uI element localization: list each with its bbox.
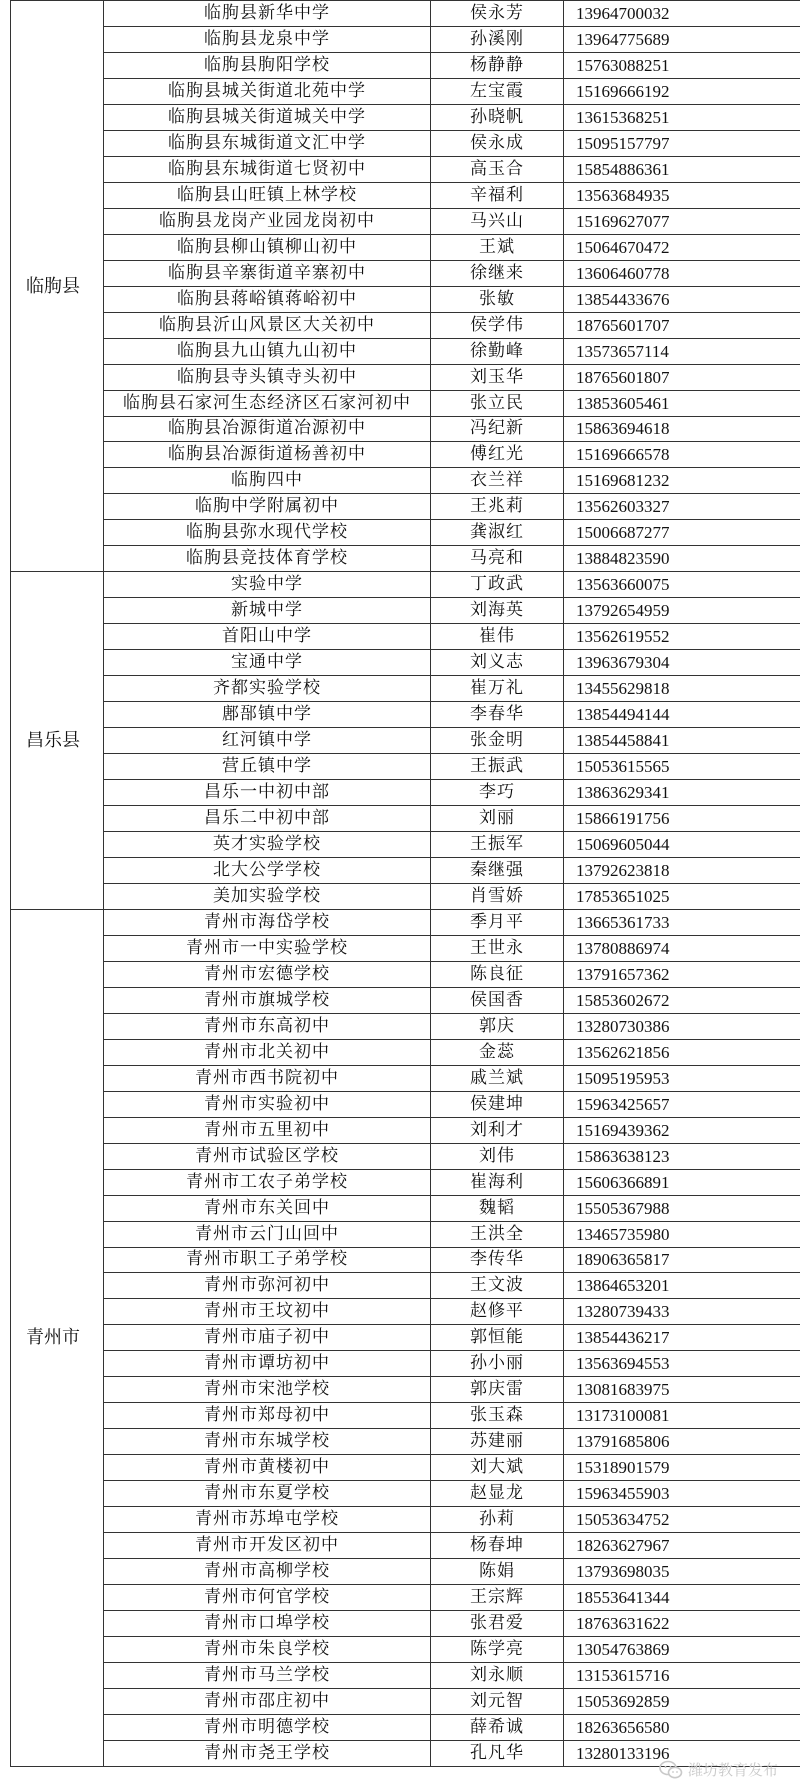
phone-number-cell: 13563694553 <box>564 1351 800 1377</box>
school-name-cell: 青州市尧王学校 <box>104 1740 431 1766</box>
contact-name-cell: 秦继强 <box>431 857 564 883</box>
phone-number-cell: 15763088251 <box>564 52 800 78</box>
table-row <box>11 1065 800 1091</box>
table-row <box>11 1507 800 1533</box>
contact-name-cell: 王振武 <box>431 754 564 780</box>
table-row <box>11 520 800 546</box>
table-row <box>11 1091 800 1117</box>
phone-number-cell: 13280133196 <box>564 1740 800 1766</box>
phone-number-cell: 13854433676 <box>564 286 800 312</box>
table-row <box>11 987 800 1013</box>
phone-number-cell: 15863694618 <box>564 416 800 442</box>
contact-name-cell: 张立民 <box>431 390 564 416</box>
school-name-cell: 青州市何官学校 <box>104 1585 431 1611</box>
school-name-cell: 青州市黄楼初中 <box>104 1455 431 1481</box>
phone-number-cell: 13081683975 <box>564 1377 800 1403</box>
contact-name-cell: 刘大斌 <box>431 1455 564 1481</box>
contact-name-cell: 杨静静 <box>431 52 564 78</box>
phone-number-cell: 18263656580 <box>564 1714 800 1740</box>
phone-number-cell: 13884823590 <box>564 546 800 572</box>
school-name-cell: 青州市东城学校 <box>104 1429 431 1455</box>
table-row <box>11 26 800 52</box>
contact-name-cell: 马兴山 <box>431 208 564 234</box>
phone-number-cell: 13963679304 <box>564 650 800 676</box>
table-row <box>11 1013 800 1039</box>
school-name-cell: 临朐县辛寨街道辛寨初中 <box>104 260 431 286</box>
contact-name-cell: 龚淑红 <box>431 520 564 546</box>
table-row <box>11 1611 800 1637</box>
contact-name-cell: 王兆莉 <box>431 494 564 520</box>
school-name-cell: 青州市王坟初中 <box>104 1299 431 1325</box>
table-row <box>11 52 800 78</box>
contact-name-cell: 孙溪刚 <box>431 26 564 52</box>
table-row <box>11 1 800 27</box>
contact-name-cell: 侯永芳 <box>431 1 564 27</box>
school-name-cell: 临朐县冶源街道杨善初中 <box>104 442 431 468</box>
contact-name-cell: 季月平 <box>431 909 564 935</box>
phone-number-cell: 15854886361 <box>564 156 800 182</box>
phone-number-cell: 13792623818 <box>564 857 800 883</box>
table-row <box>11 857 800 883</box>
contact-name-cell: 赵修平 <box>431 1299 564 1325</box>
watermark-text: 潍坊教育发布 <box>687 1761 778 1779</box>
table-row <box>11 780 800 806</box>
phone-number-cell: 15963425657 <box>564 1091 800 1117</box>
table-row <box>11 1143 800 1169</box>
table-row <box>11 702 800 728</box>
school-name-cell: 临朐四中 <box>104 468 431 494</box>
phone-number-cell: 13854436217 <box>564 1325 800 1351</box>
phone-number-cell: 13864653201 <box>564 1273 800 1299</box>
school-name-cell: 临朐县冶源街道冶源初中 <box>104 416 431 442</box>
contact-name-cell: 郭庆雷 <box>431 1377 564 1403</box>
contact-name-cell: 孙晓帆 <box>431 104 564 130</box>
table-row <box>11 1559 800 1585</box>
school-name-cell: 青州市北关初中 <box>104 1039 431 1065</box>
table-row <box>11 572 800 598</box>
school-name-cell: 青州市宋池学校 <box>104 1377 431 1403</box>
school-name-cell: 青州市一中实验学校 <box>104 935 431 961</box>
school-name-cell: 昌乐二中初中部 <box>104 806 431 832</box>
contact-name-cell: 陈学亮 <box>431 1637 564 1663</box>
table-row <box>11 286 800 312</box>
table-row <box>11 1299 800 1325</box>
table-row <box>11 546 800 572</box>
phone-number-cell: 13280730386 <box>564 1013 800 1039</box>
contact-name-cell: 王世永 <box>431 935 564 961</box>
school-name-cell: 昌乐一中初中部 <box>104 780 431 806</box>
contact-name-cell: 孙小丽 <box>431 1351 564 1377</box>
contact-name-cell: 杨春坤 <box>431 1533 564 1559</box>
table-row <box>11 1403 800 1429</box>
contact-name-cell: 侯国香 <box>431 987 564 1013</box>
school-name-cell: 青州市谭坊初中 <box>104 1351 431 1377</box>
table-body <box>11 1 800 1767</box>
phone-number-cell: 13964700032 <box>564 1 800 27</box>
phone-number-cell: 15169681232 <box>564 468 800 494</box>
table-row <box>11 1195 800 1221</box>
school-name-cell: 青州市云门山回中 <box>104 1221 431 1247</box>
phone-number-cell: 13791657362 <box>564 961 800 987</box>
table-row <box>11 832 800 858</box>
phone-number-cell: 15863638123 <box>564 1143 800 1169</box>
school-name-cell: 青州市宏德学校 <box>104 961 431 987</box>
phone-number-cell: 13854494144 <box>564 702 800 728</box>
phone-number-cell: 13792654959 <box>564 598 800 624</box>
table-row <box>11 1377 800 1403</box>
phone-number-cell: 13465735980 <box>564 1221 800 1247</box>
table-row <box>11 909 800 935</box>
school-contact-table <box>10 0 800 1767</box>
contact-name-cell: 李春华 <box>431 702 564 728</box>
school-name-cell: 齐都实验学校 <box>104 676 431 702</box>
phone-number-cell: 13562603327 <box>564 494 800 520</box>
contact-name-cell: 王斌 <box>431 234 564 260</box>
contact-name-cell: 刘义志 <box>431 650 564 676</box>
school-name-cell: 临朐县竞技体育学校 <box>104 546 431 572</box>
contact-name-cell: 郭恒能 <box>431 1325 564 1351</box>
school-name-cell: 临朐县寺头镇寺头初中 <box>104 364 431 390</box>
school-contact-table-container <box>10 0 800 1767</box>
school-name-cell: 临朐县弥水现代学校 <box>104 520 431 546</box>
phone-number-cell: 13173100081 <box>564 1403 800 1429</box>
contact-name-cell: 刘玉华 <box>431 364 564 390</box>
contact-name-cell: 崔海利 <box>431 1169 564 1195</box>
table-row <box>11 650 800 676</box>
contact-name-cell: 李传华 <box>431 1247 564 1273</box>
watermark <box>659 1759 778 1780</box>
contact-name-cell: 徐勤峰 <box>431 338 564 364</box>
contact-name-cell: 侯永成 <box>431 130 564 156</box>
table-row <box>11 935 800 961</box>
wechat-icon <box>659 1760 683 1780</box>
table-row <box>11 130 800 156</box>
school-name-cell: 红河镇中学 <box>104 728 431 754</box>
contact-name-cell: 戚兰斌 <box>431 1065 564 1091</box>
phone-number-cell: 15318901579 <box>564 1455 800 1481</box>
school-name-cell: 青州市东高初中 <box>104 1013 431 1039</box>
table-row <box>11 260 800 286</box>
contact-name-cell: 张玉森 <box>431 1403 564 1429</box>
school-name-cell: 首阳山中学 <box>104 624 431 650</box>
contact-name-cell: 张敏 <box>431 286 564 312</box>
table-row <box>11 598 800 624</box>
table-row <box>11 961 800 987</box>
phone-number-cell: 18553641344 <box>564 1585 800 1611</box>
contact-name-cell: 左宝霞 <box>431 78 564 104</box>
contact-name-cell: 刘永顺 <box>431 1663 564 1689</box>
table-row <box>11 1585 800 1611</box>
contact-name-cell: 魏韬 <box>431 1195 564 1221</box>
phone-number-cell: 15169627077 <box>564 208 800 234</box>
phone-number-cell: 15006687277 <box>564 520 800 546</box>
contact-name-cell: 高玉合 <box>431 156 564 182</box>
phone-number-cell: 13563684935 <box>564 182 800 208</box>
phone-number-cell: 15053692859 <box>564 1688 800 1714</box>
table-row <box>11 416 800 442</box>
table-row <box>11 442 800 468</box>
contact-name-cell: 陈娟 <box>431 1559 564 1585</box>
school-name-cell: 青州市郑母初中 <box>104 1403 431 1429</box>
phone-number-cell: 15505367988 <box>564 1195 800 1221</box>
phone-number-cell: 13606460778 <box>564 260 800 286</box>
contact-name-cell: 丁政武 <box>431 572 564 598</box>
table-row <box>11 883 800 909</box>
school-name-cell: 青州市苏埠屯学校 <box>104 1507 431 1533</box>
table-row <box>11 1663 800 1689</box>
school-name-cell: 临朐县石家河生态经济区石家河初中 <box>104 390 431 416</box>
school-name-cell: 青州市五里初中 <box>104 1117 431 1143</box>
table-row <box>11 1637 800 1663</box>
table-row <box>11 78 800 104</box>
contact-name-cell: 赵显龙 <box>431 1481 564 1507</box>
contact-name-cell: 刘丽 <box>431 806 564 832</box>
contact-name-cell: 王宗辉 <box>431 1585 564 1611</box>
school-name-cell: 临朐县城关街道北苑中学 <box>104 78 431 104</box>
table-row <box>11 1714 800 1740</box>
contact-name-cell: 马亮和 <box>431 546 564 572</box>
school-name-cell: 青州市口埠学校 <box>104 1611 431 1637</box>
phone-number-cell: 15606366891 <box>564 1169 800 1195</box>
phone-number-cell: 13562621856 <box>564 1039 800 1065</box>
school-name-cell: 美加实验学校 <box>104 883 431 909</box>
school-name-cell: 北大公学学校 <box>104 857 431 883</box>
contact-name-cell: 孙莉 <box>431 1507 564 1533</box>
phone-number-cell: 15095157797 <box>564 130 800 156</box>
contact-name-cell: 陈良征 <box>431 961 564 987</box>
phone-number-cell: 13863629341 <box>564 780 800 806</box>
phone-number-cell: 13793698035 <box>564 1559 800 1585</box>
phone-number-cell: 13615368251 <box>564 104 800 130</box>
contact-name-cell: 衣兰祥 <box>431 468 564 494</box>
school-name-cell: 临朐县蒋峪镇蒋峪初中 <box>104 286 431 312</box>
phone-number-cell: 17853651025 <box>564 883 800 909</box>
table-row <box>11 754 800 780</box>
table-row <box>11 676 800 702</box>
phone-number-cell: 15866191756 <box>564 806 800 832</box>
phone-number-cell: 15053615565 <box>564 754 800 780</box>
contact-name-cell: 肖雪娇 <box>431 883 564 909</box>
contact-name-cell: 冯纪新 <box>431 416 564 442</box>
phone-number-cell: 18906365817 <box>564 1247 800 1273</box>
school-name-cell: 英才实验学校 <box>104 832 431 858</box>
school-name-cell: 青州市海岱学校 <box>104 909 431 935</box>
phone-number-cell: 15095195953 <box>564 1065 800 1091</box>
phone-number-cell: 13455629818 <box>564 676 800 702</box>
table-row <box>11 208 800 234</box>
school-name-cell: 临朐县九山镇九山初中 <box>104 338 431 364</box>
phone-number-cell: 15064670472 <box>564 234 800 260</box>
school-name-cell: 新城中学 <box>104 598 431 624</box>
school-name-cell: 宝通中学 <box>104 650 431 676</box>
school-name-cell: 青州市东关回中 <box>104 1195 431 1221</box>
school-name-cell: 青州市职工子弟学校 <box>104 1247 431 1273</box>
table-row <box>11 1325 800 1351</box>
contact-name-cell: 刘伟 <box>431 1143 564 1169</box>
contact-name-cell: 刘利才 <box>431 1117 564 1143</box>
table-row <box>11 1481 800 1507</box>
table-row <box>11 728 800 754</box>
table-row <box>11 1688 800 1714</box>
school-name-cell: 青州市实验初中 <box>104 1091 431 1117</box>
school-name-cell: 青州市东夏学校 <box>104 1481 431 1507</box>
school-name-cell: 临朐县城关街道城关中学 <box>104 104 431 130</box>
school-name-cell: 青州市旗城学校 <box>104 987 431 1013</box>
school-name-cell: 临朐县朐阳学校 <box>104 52 431 78</box>
school-name-cell: 青州市明德学校 <box>104 1714 431 1740</box>
region-cell: 临朐县 <box>11 1 104 572</box>
phone-number-cell: 13153615716 <box>564 1663 800 1689</box>
school-name-cell: 青州市朱良学校 <box>104 1637 431 1663</box>
school-name-cell: 临朐中学附属初中 <box>104 494 431 520</box>
contact-name-cell: 侯建坤 <box>431 1091 564 1117</box>
contact-name-cell: 侯学伟 <box>431 312 564 338</box>
school-name-cell: 临朐县新华中学 <box>104 1 431 27</box>
contact-name-cell: 刘海英 <box>431 598 564 624</box>
phone-number-cell: 15169666192 <box>564 78 800 104</box>
phone-number-cell: 15053634752 <box>564 1507 800 1533</box>
contact-name-cell: 傅红光 <box>431 442 564 468</box>
table-row <box>11 1221 800 1247</box>
school-name-cell: 临朐县沂山风景区大关初中 <box>104 312 431 338</box>
school-name-cell: 临朐县东城街道七贤初中 <box>104 156 431 182</box>
table-row <box>11 1351 800 1377</box>
table-row <box>11 624 800 650</box>
school-name-cell: 青州市高柳学校 <box>104 1559 431 1585</box>
phone-number-cell: 13563660075 <box>564 572 800 598</box>
phone-number-cell: 18263627967 <box>564 1533 800 1559</box>
school-name-cell: 青州市庙子初中 <box>104 1325 431 1351</box>
contact-name-cell: 张金明 <box>431 728 564 754</box>
table-row <box>11 1455 800 1481</box>
table-row <box>11 156 800 182</box>
table-row <box>11 338 800 364</box>
table-row <box>11 1247 800 1273</box>
school-name-cell: 鄌郚镇中学 <box>104 702 431 728</box>
table-row <box>11 182 800 208</box>
phone-number-cell: 13054763869 <box>564 1637 800 1663</box>
table-row <box>11 234 800 260</box>
phone-number-cell: 15853602672 <box>564 987 800 1013</box>
phone-number-cell: 13780886974 <box>564 935 800 961</box>
phone-number-cell: 13791685806 <box>564 1429 800 1455</box>
table-row <box>11 312 800 338</box>
region-cell: 昌乐县 <box>11 572 104 910</box>
phone-number-cell: 15069605044 <box>564 832 800 858</box>
phone-number-cell: 13854458841 <box>564 728 800 754</box>
phone-number-cell: 13562619552 <box>564 624 800 650</box>
phone-number-cell: 13573657114 <box>564 338 800 364</box>
phone-number-cell: 15963455903 <box>564 1481 800 1507</box>
school-name-cell: 青州市邵庄初中 <box>104 1688 431 1714</box>
school-name-cell: 青州市弥河初中 <box>104 1273 431 1299</box>
school-name-cell: 临朐县柳山镇柳山初中 <box>104 234 431 260</box>
phone-number-cell: 13665361733 <box>564 909 800 935</box>
school-name-cell: 青州市开发区初中 <box>104 1533 431 1559</box>
contact-name-cell: 苏建丽 <box>431 1429 564 1455</box>
phone-number-cell: 18765601707 <box>564 312 800 338</box>
table-row <box>11 390 800 416</box>
region-cell: 青州市 <box>11 909 104 1766</box>
contact-name-cell: 孔凡华 <box>431 1740 564 1766</box>
contact-name-cell: 郭庆 <box>431 1013 564 1039</box>
contact-name-cell: 金蕊 <box>431 1039 564 1065</box>
phone-number-cell: 13964775689 <box>564 26 800 52</box>
table-row <box>11 1039 800 1065</box>
contact-name-cell: 崔万礼 <box>431 676 564 702</box>
phone-number-cell: 18765601807 <box>564 364 800 390</box>
school-name-cell: 青州市西书院初中 <box>104 1065 431 1091</box>
contact-name-cell: 崔伟 <box>431 624 564 650</box>
table-row <box>11 494 800 520</box>
school-name-cell: 营丘镇中学 <box>104 754 431 780</box>
table-row <box>11 364 800 390</box>
table-row <box>11 806 800 832</box>
phone-number-cell: 13853605461 <box>564 390 800 416</box>
contact-name-cell: 王洪全 <box>431 1221 564 1247</box>
school-name-cell: 临朐县山旺镇上林学校 <box>104 182 431 208</box>
table-row <box>11 1169 800 1195</box>
contact-name-cell: 王振军 <box>431 832 564 858</box>
contact-name-cell: 王文波 <box>431 1273 564 1299</box>
phone-number-cell: 13280739433 <box>564 1299 800 1325</box>
contact-name-cell: 辛福利 <box>431 182 564 208</box>
phone-number-cell: 15169666578 <box>564 442 800 468</box>
contact-name-cell: 张君爱 <box>431 1611 564 1637</box>
school-name-cell: 临朐县龙泉中学 <box>104 26 431 52</box>
school-name-cell: 青州市试验区学校 <box>104 1143 431 1169</box>
school-name-cell: 临朐县东城街道文汇中学 <box>104 130 431 156</box>
phone-number-cell: 18763631622 <box>564 1611 800 1637</box>
table-row <box>11 1429 800 1455</box>
contact-name-cell: 徐继来 <box>431 260 564 286</box>
contact-name-cell: 薛希诚 <box>431 1714 564 1740</box>
school-name-cell: 青州市马兰学校 <box>104 1663 431 1689</box>
school-name-cell: 临朐县龙岗产业园龙岗初中 <box>104 208 431 234</box>
school-name-cell: 青州市工农子弟学校 <box>104 1169 431 1195</box>
table-row <box>11 1117 800 1143</box>
school-name-cell: 实验中学 <box>104 572 431 598</box>
contact-name-cell: 刘元智 <box>431 1688 564 1714</box>
table-row <box>11 468 800 494</box>
contact-name-cell: 李巧 <box>431 780 564 806</box>
table-row <box>11 1533 800 1559</box>
table-row <box>11 1273 800 1299</box>
phone-number-cell: 15169439362 <box>564 1117 800 1143</box>
table-row <box>11 104 800 130</box>
